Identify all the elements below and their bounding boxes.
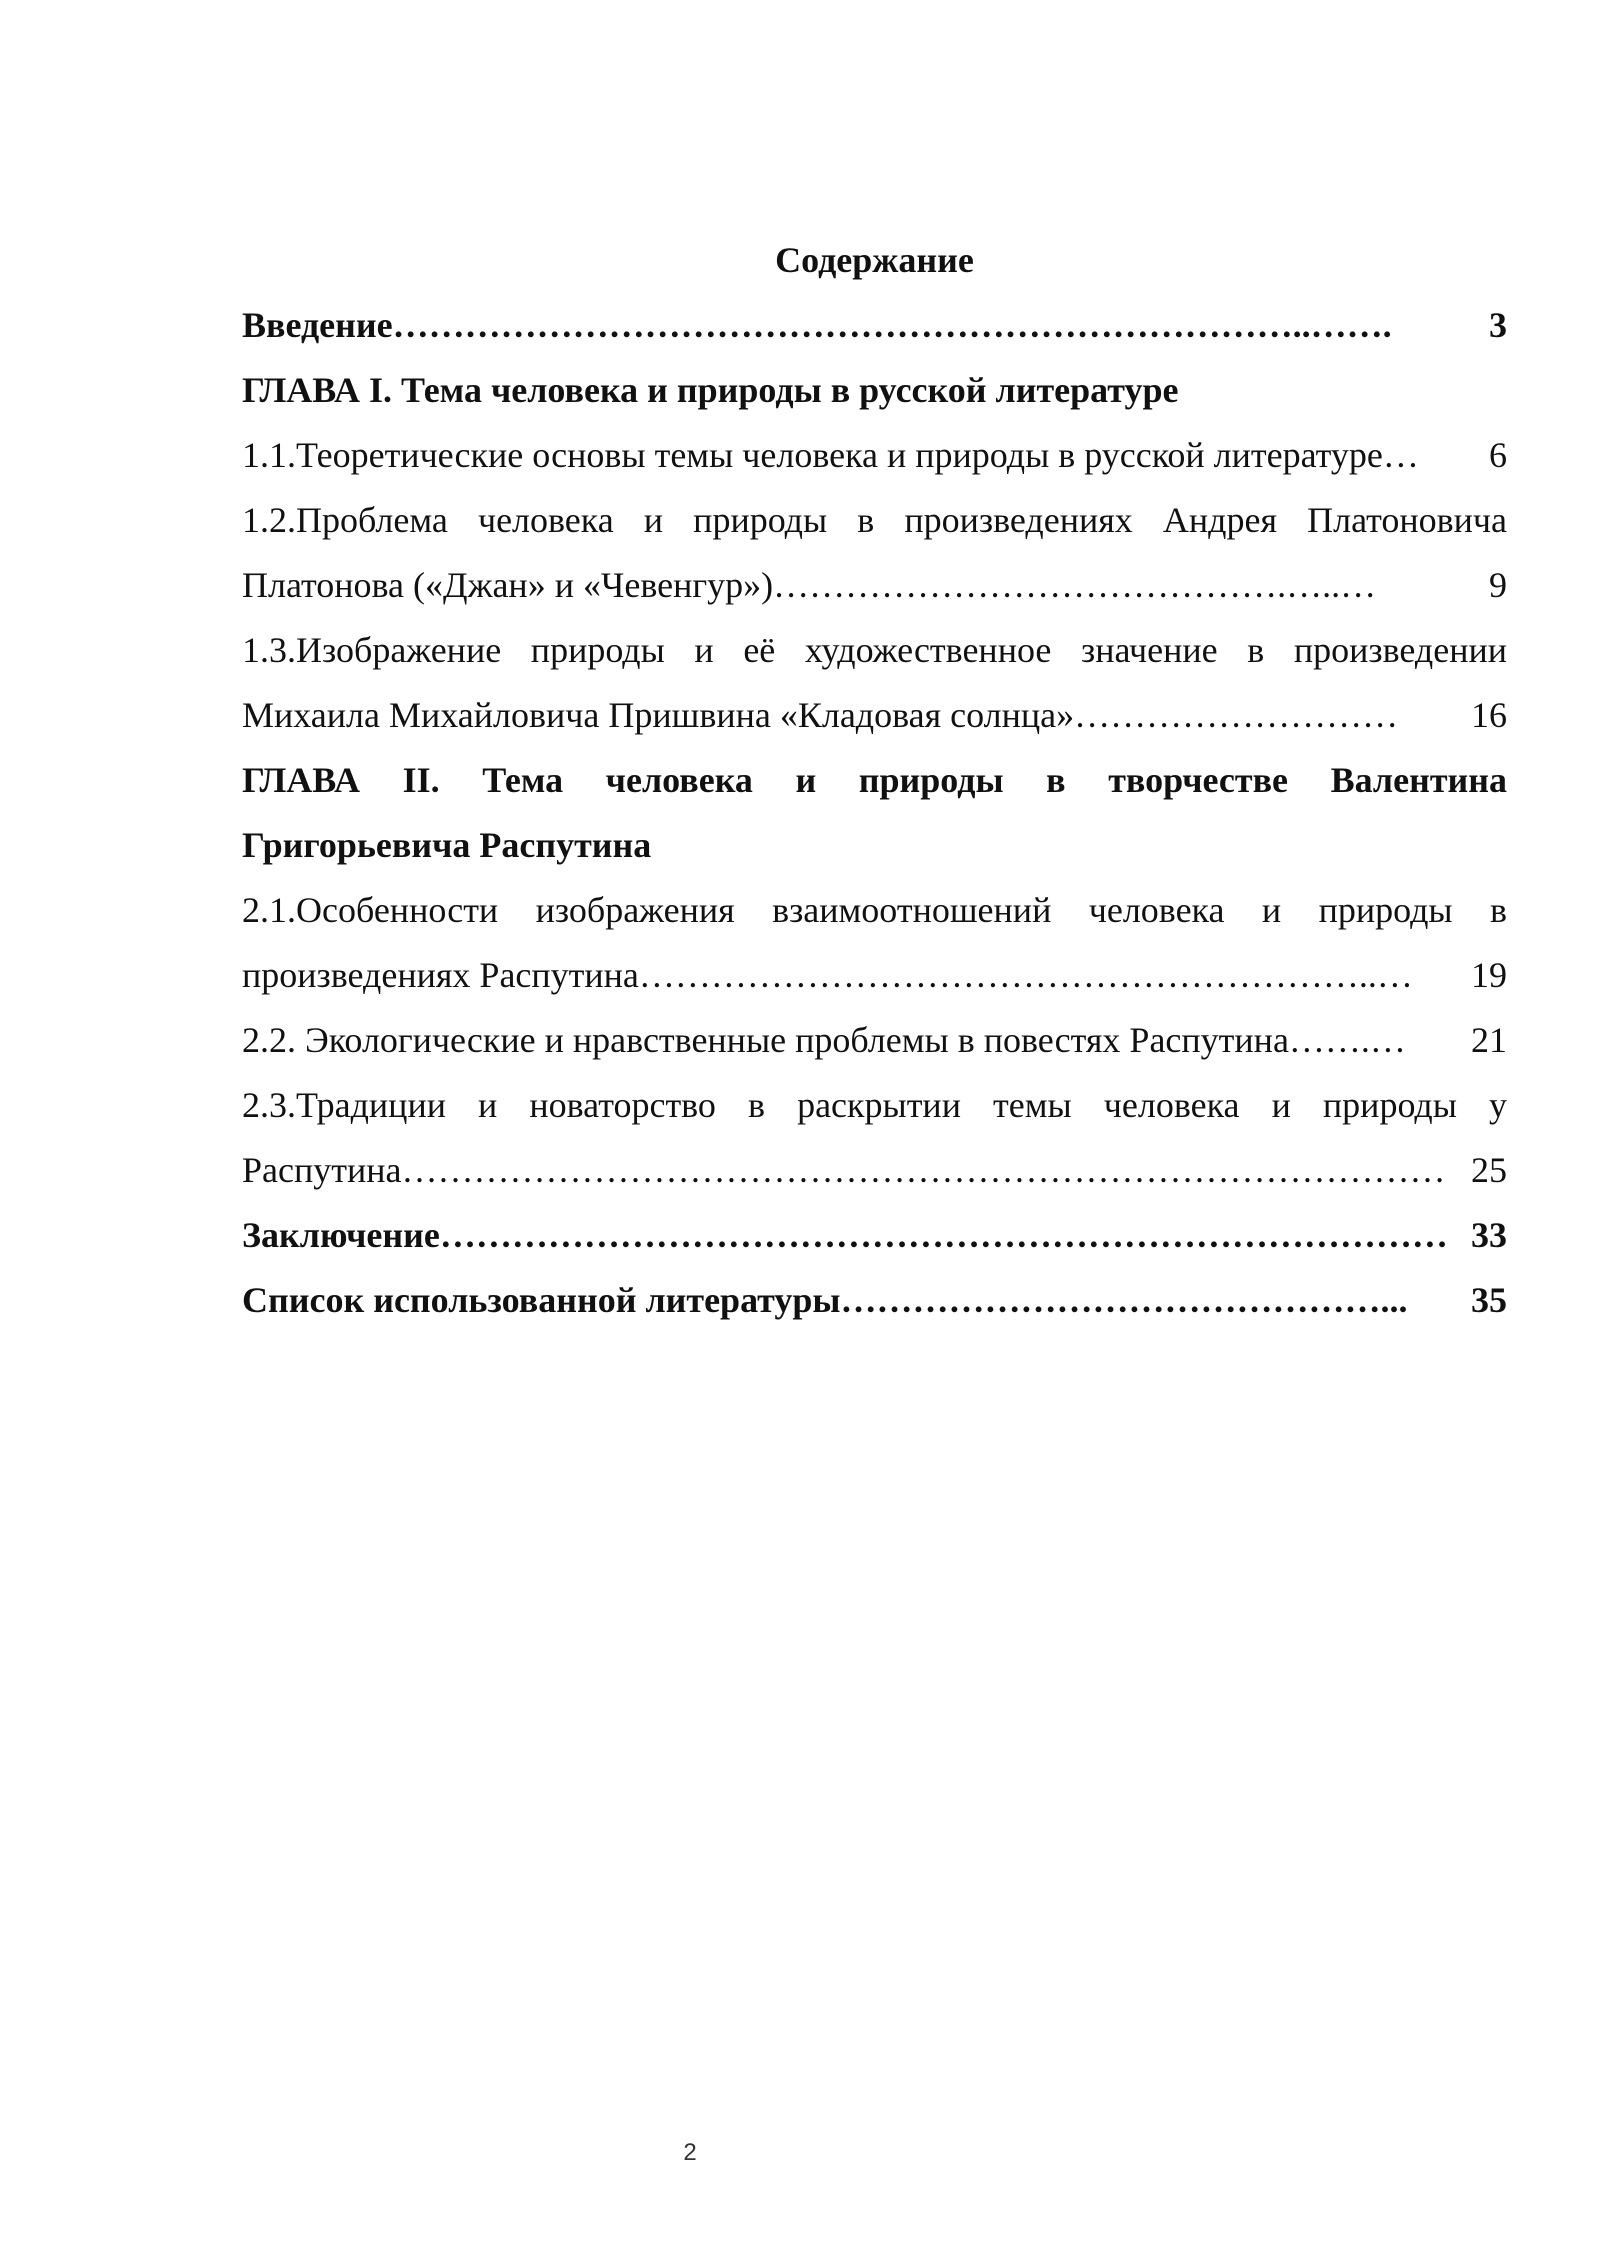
toc-entry-text: Распутина…………………………………………………………………………… <box>242 1150 1446 1190</box>
toc-title: Содержание <box>775 240 974 280</box>
toc-entry-1-2-line2 <box>242 553 1507 618</box>
toc-entry-conclusion <box>242 1203 1507 1268</box>
toc-entry-text: Михаила Михайловича Пришвина «Кладовая солнца»……………………… <box>242 695 1399 735</box>
toc-chapter-1-heading: ГЛАВА I. Тема человека и природы в русской литературе <box>242 370 1179 410</box>
toc-entry-2-3-line2 <box>242 1138 1507 1203</box>
toc-entry-page: 19 <box>1471 955 1507 995</box>
toc-entry-page: 25 <box>1471 1150 1507 1190</box>
toc-chapter-2-heading-line2: Григорьевича Распутина <box>242 825 652 865</box>
page-number: 2 <box>683 2139 697 2166</box>
toc-entry-text: Список использованной литературы………………………………………... <box>242 1280 1408 1320</box>
toc-entry-text: Платонова («Джан» и «Чевенгур»)…………………………………….…..… <box>242 565 1377 605</box>
toc-entry-page: 9 <box>1489 565 1507 605</box>
toc-entry-text: произведениях Распутина……………………………………………………..… <box>242 955 1413 995</box>
toc-entry-text: Заключение………………………………………………………………………… <box>242 1215 1448 1255</box>
toc-entry-page: 3 <box>1489 305 1507 345</box>
toc-entry-2-2 <box>242 1008 1507 1073</box>
toc-entry-text: Введение…………………………………………………………………..……. <box>242 305 1392 345</box>
toc-entry-page: 33 <box>1471 1215 1507 1255</box>
toc-entry-page: 16 <box>1471 695 1507 735</box>
toc-entry-text: 1.1.Теоретические основы темы человека и природы в русской литературе… <box>242 435 1419 475</box>
toc-entry-1-3-line1: 1.3.Изображение природы и её художественное значение в произведении <box>242 630 1507 670</box>
toc-entry-1-3-line2 <box>242 683 1507 748</box>
toc-chapter-2-heading-line1: ГЛАВА II. Тема человека и природы в творчестве Валентина <box>242 760 1507 800</box>
toc-entry-page: 6 <box>1489 435 1507 475</box>
toc-entry-page: 35 <box>1471 1280 1507 1320</box>
toc-entry-2-1-line2 <box>242 943 1507 1008</box>
toc-entry-text: 2.2. Экологические и нравственные проблемы в повестях Распутина…….… <box>242 1020 1406 1060</box>
table-of-contents <box>242 228 1507 1333</box>
toc-entry-introduction <box>242 293 1507 358</box>
toc-entry-page: 21 <box>1471 1020 1507 1060</box>
toc-entry-2-1-line1: 2.1.Особенности изображения взаимоотношений человека и природы в <box>242 890 1507 930</box>
toc-entry-1-1 <box>242 423 1507 488</box>
toc-entry-bibliography <box>242 1268 1507 1333</box>
toc-entry-2-3-line1: 2.3.Традиции и новаторство в раскрытии темы человека и природы у <box>242 1085 1507 1125</box>
toc-entry-1-2-line1: 1.2.Проблема человека и природы в произведениях Андрея Платоновича <box>242 500 1507 540</box>
